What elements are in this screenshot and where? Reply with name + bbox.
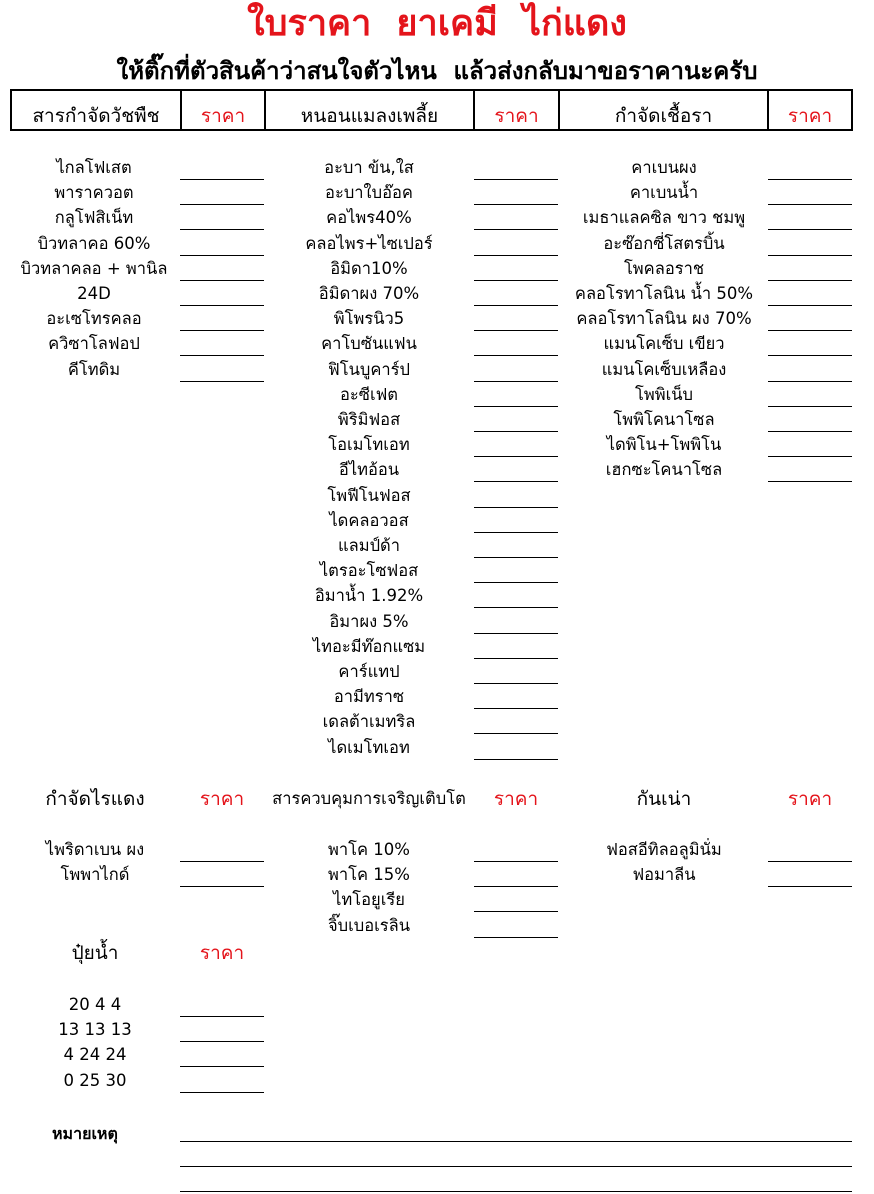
product-name: บิวทลาคอ 60% [37, 233, 151, 253]
note-label: หมายเหตุ [52, 1124, 118, 1143]
price-blank-line[interactable] [180, 861, 264, 862]
price-blank-line[interactable] [474, 406, 558, 407]
product-name: อะเซโทรคลอ [46, 309, 142, 329]
header-price-3: ราคา [767, 91, 851, 129]
price-blank-line[interactable] [180, 204, 264, 205]
product-name: อามีทราซ [333, 687, 405, 707]
product-name: อิมาน้ำ 1.92% [314, 586, 424, 606]
pgr-price-heading: ราคา [493, 788, 539, 810]
price-blank-line[interactable] [474, 861, 558, 862]
product-name: คลอโรทาโลนิน ผง 70% [576, 309, 752, 329]
header-table [10, 89, 853, 131]
rot-heading: กันเน่า [636, 788, 692, 810]
product-name: บิวทลาคลอ + พานิล [20, 258, 168, 278]
price-blank-line[interactable] [474, 456, 558, 457]
price-blank-line[interactable] [768, 280, 852, 281]
note-line[interactable] [180, 1191, 852, 1192]
price-blank-line[interactable] [474, 255, 558, 256]
price-blank-line[interactable] [768, 886, 852, 887]
price-blank-line[interactable] [474, 708, 558, 709]
price-blank-line[interactable] [180, 1016, 264, 1017]
rot-price-heading: ราคา [787, 788, 833, 810]
page-subtitle: ให้ติ๊กที่ตัวสินค้าว่าสนใจตัวไหน แล้วส่งกลับมาขอราคานะครับ [116, 57, 758, 85]
price-blank-line[interactable] [474, 507, 558, 508]
product-name: ไดเมโทเอท [328, 737, 410, 757]
page-title: ใบราคา ยาเคมี ไก่แดง [247, 3, 627, 44]
price-blank-line[interactable] [474, 179, 558, 180]
price-blank-line[interactable] [180, 255, 264, 256]
price-blank-line[interactable] [474, 759, 558, 760]
price-blank-line[interactable] [474, 431, 558, 432]
header-price-1: ราคา [180, 91, 264, 129]
price-blank-line[interactable] [768, 861, 852, 862]
product-name: 4 24 24 [63, 1045, 127, 1065]
product-name: ฟอสอีทิลอลูมินั่ม [606, 840, 722, 859]
price-blank-line[interactable] [768, 355, 852, 356]
price-blank-line[interactable] [474, 658, 558, 659]
product-name: คาโบซันแฟน [321, 334, 417, 354]
product-name: คาร์แทป [338, 662, 400, 681]
price-blank-line[interactable] [474, 582, 558, 583]
price-blank-line[interactable] [180, 886, 264, 887]
price-blank-line[interactable] [768, 381, 852, 382]
product-name: อะซีเฟต [339, 384, 398, 404]
product-name: ควิซาโลฟอป [48, 334, 140, 354]
product-name: ไพริดาเบน ผง [45, 840, 145, 859]
price-blank-line[interactable] [474, 355, 558, 356]
header-fungicides: กำจัดเชื้อรา [558, 91, 767, 129]
product-name: อิมิดาผง 70% [318, 284, 420, 303]
price-blank-line[interactable] [180, 1066, 264, 1067]
price-blank-line[interactable] [474, 381, 558, 382]
header-herbicides: สารกำจัดวัชพืช [32, 105, 160, 127]
product-name: จิ๊บเบอเรลิน [327, 915, 411, 935]
product-name: อิมิดา10% [330, 258, 408, 278]
product-name: คาเบนน้ำ [629, 183, 699, 203]
price-blank-line[interactable] [180, 1041, 264, 1042]
product-name: ฟิโนบูคาร์ป [328, 359, 410, 379]
fertilizer-price-heading: ราคา [199, 942, 245, 964]
product-name: กลูโฟสิเน็ท [54, 208, 134, 228]
product-name: พิโพรนิว5 [333, 309, 405, 329]
price-blank-line[interactable] [474, 607, 558, 608]
product-name: โพพิเน็บ [634, 384, 693, 404]
product-name: โพคลอราช [623, 258, 705, 278]
price-blank-line[interactable] [768, 229, 852, 230]
header-price-2: ราคา [473, 91, 558, 129]
product-name: แลมป์ด้า [337, 536, 401, 555]
price-blank-line[interactable] [474, 886, 558, 887]
price-blank-line[interactable] [474, 683, 558, 684]
price-blank-line[interactable] [180, 1092, 264, 1093]
product-name: 13 13 13 [58, 1020, 132, 1040]
price-blank-line[interactable] [474, 229, 558, 230]
fertilizer-heading: ปุ๋ยน้ำ [71, 942, 119, 964]
price-blank-line[interactable] [180, 305, 264, 306]
price-blank-line[interactable] [180, 330, 264, 331]
product-name: คลอโรทาโลนิน น้ำ 50% [574, 284, 754, 303]
product-name: พาโค 10% [328, 840, 410, 859]
product-name: ไดคลอวอส [329, 510, 409, 530]
price-blank-line[interactable] [474, 633, 558, 634]
price-blank-line[interactable] [474, 937, 558, 938]
product-name: 20 4 4 [68, 995, 122, 1014]
price-blank-line[interactable] [768, 481, 852, 482]
price-blank-line[interactable] [768, 406, 852, 407]
price-blank-line[interactable] [768, 431, 852, 432]
price-blank-line[interactable] [474, 280, 558, 281]
price-blank-line[interactable] [180, 179, 264, 180]
product-name: ไตรอะโซฟอส [319, 561, 419, 581]
product-name: คอไพร40% [326, 208, 412, 228]
product-name: 0 25 30 [63, 1070, 127, 1090]
price-blank-line[interactable] [474, 911, 558, 912]
price-blank-line[interactable] [768, 456, 852, 457]
price-blank-line[interactable] [474, 330, 558, 331]
product-name: เดลต้าเมทริล [322, 712, 416, 732]
price-blank-line[interactable] [768, 305, 852, 306]
product-name: โพพิโคนาโซล [613, 410, 715, 429]
header-insecticides: หนอนแมลงเพลี้ย [264, 91, 473, 129]
price-blank-line[interactable] [474, 204, 558, 205]
product-name: อะบาใบอ๊อค [325, 183, 413, 203]
price-blank-line[interactable] [474, 481, 558, 482]
price-blank-line[interactable] [180, 280, 264, 281]
product-name: อีไทอ้อน [338, 460, 400, 480]
price-blank-line[interactable] [768, 179, 852, 180]
price-blank-line[interactable] [474, 557, 558, 558]
miticide-price-heading: ราคา [199, 788, 245, 810]
product-name: ฟอมาลีน [632, 865, 696, 885]
product-name: คาเบนผง [631, 158, 697, 177]
product-name: 24D [77, 284, 111, 303]
price-blank-line[interactable] [768, 204, 852, 205]
product-name: คลอไพร+ไซเปอร์ [305, 233, 433, 253]
product-name: พาราควอต [54, 183, 134, 203]
product-name: ไกลโฟเสต [56, 158, 132, 177]
pgr-heading: สารควบคุมการเจริญเติบโต [272, 789, 466, 808]
price-blank-line[interactable] [180, 381, 264, 382]
miticide-heading: กำจัดไรแดง [45, 788, 145, 810]
product-name: ไดพิโน+โพพิโน [606, 435, 722, 455]
product-name: ไทอะมีท๊อกแซม [312, 636, 426, 656]
product-name: เมธาแลคซิล ขาว ชมพู [582, 208, 746, 228]
product-name: อะบา ข้น,ใส [324, 158, 414, 177]
product-name: พิริมิฟอส [337, 410, 401, 429]
product-name: เฮกซะโคนาโซล [605, 460, 723, 480]
price-blank-line[interactable] [474, 733, 558, 734]
price-blank-line[interactable] [474, 532, 558, 533]
product-name: คีโทดิม [67, 359, 121, 379]
price-blank-line[interactable] [474, 305, 558, 306]
price-blank-line[interactable] [768, 330, 852, 331]
product-name: อะซ๊อกซี่โสตรบิ้น [603, 233, 725, 253]
price-blank-line[interactable] [180, 355, 264, 356]
product-name: ไทโอยูเรีย [333, 890, 405, 910]
note-line[interactable] [180, 1141, 852, 1142]
product-name: แมนโคเซ็บ เขียว [603, 334, 725, 354]
product-name: โพฟีโนฟอส [327, 485, 411, 505]
price-blank-line[interactable] [768, 255, 852, 256]
product-name: อิมาผง 5% [329, 611, 409, 631]
price-blank-line[interactable] [180, 229, 264, 230]
product-name: โพพาไกด์ [60, 865, 130, 885]
product-name: พาโค 15% [328, 865, 410, 885]
product-name: โอเมโทเอท [328, 435, 410, 455]
product-name: แมนโคเซ็บเหลือง [601, 359, 727, 379]
note-line[interactable] [180, 1166, 852, 1167]
